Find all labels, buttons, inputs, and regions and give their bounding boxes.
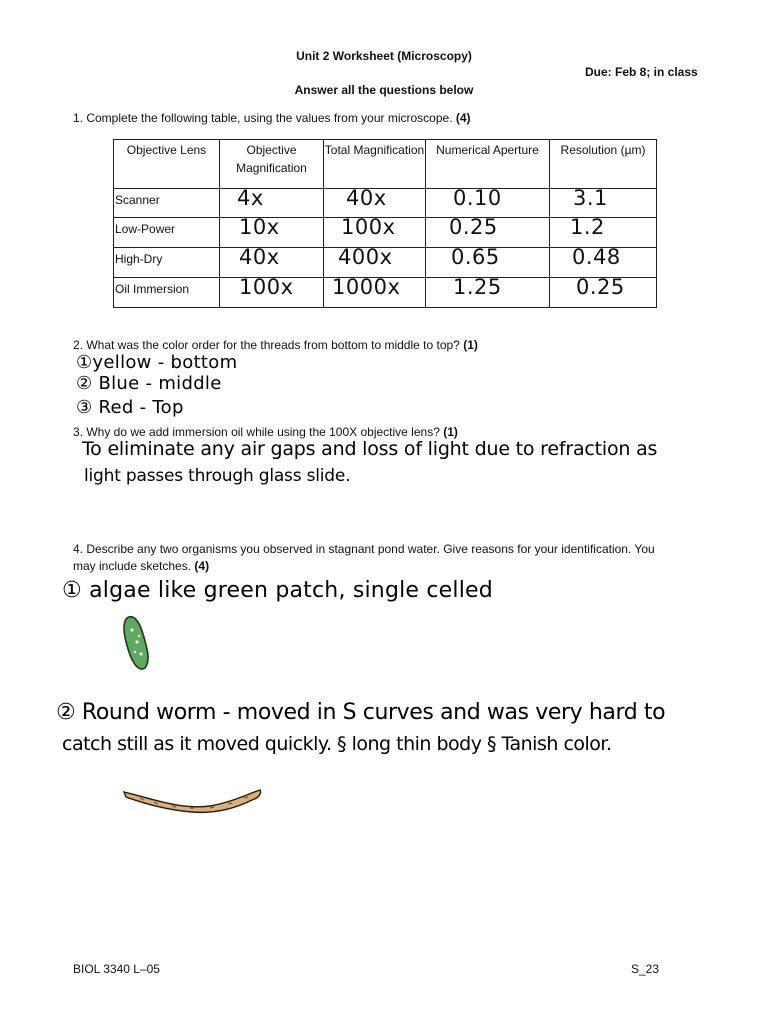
cell-obj-mag: 40x	[239, 245, 280, 269]
cell-total-mag: 1000x	[332, 275, 401, 299]
cell-na: 1.25	[453, 275, 502, 299]
table-row	[114, 278, 657, 308]
header-numerical-aperture: Numerical Aperture	[426, 140, 550, 189]
cell-obj-mag: 4x	[237, 186, 264, 210]
table-row	[114, 189, 657, 218]
roundworm-sketch	[120, 782, 266, 816]
question-1-points: (4)	[455, 111, 471, 125]
question-3-text: 3. Why do we add immersion oil while using the 100X objective lens?	[73, 425, 440, 439]
question-2	[73, 338, 478, 353]
question-4-answer-2-line-1: ② Round worm - moved in S curves and was very hard to	[56, 700, 666, 725]
cell-total-mag: 40x	[346, 186, 387, 210]
objective-table	[113, 139, 657, 308]
question-2-answer-1: ①yellow - bottom	[76, 352, 238, 373]
cell-na: 0.25	[449, 215, 498, 239]
question-1	[73, 111, 471, 126]
question-4-line-2	[73, 559, 209, 574]
cell-na: 0.10	[453, 186, 502, 210]
cell-na: 0.65	[451, 245, 500, 269]
question-4-text-line-2: may include sketches.	[73, 559, 192, 573]
algae-dot	[135, 640, 138, 643]
cell-resolution: 0.48	[572, 245, 621, 269]
question-4-answer-1: ① algae like green patch, single celled	[62, 578, 493, 603]
cell-lens: Oil Immersion	[114, 278, 220, 308]
header-total-magnification: Total Magnification	[324, 140, 426, 189]
table-row	[114, 218, 657, 248]
question-2-answer-3: ③ Red - Top	[76, 397, 184, 418]
cell-resolution: 1.2	[570, 215, 605, 239]
table-row	[114, 248, 657, 278]
question-2-answer-2: ② Blue - middle	[76, 373, 222, 394]
cell-resolution: 0.25	[576, 275, 625, 299]
cell-obj-mag: 10x	[239, 215, 280, 239]
due-date: Due: Feb 8; in class	[585, 65, 698, 79]
cell-lens: High-Dry	[114, 248, 220, 278]
header-objective-lens: Objective Lens	[114, 140, 220, 189]
question-3-answer-line-1: To eliminate any air gaps and loss of light due to refraction as	[82, 438, 658, 460]
cell-lens: Low-Power	[114, 218, 220, 248]
footer-id: S_23	[631, 962, 660, 976]
header-resolution: Resolution (µm)	[550, 140, 657, 189]
algae-dot	[139, 652, 142, 655]
question-3-answer-line-2: light passes through glass slide.	[84, 466, 351, 486]
algae-sketch	[115, 612, 159, 674]
table-header-row	[114, 140, 657, 189]
page-title: Unit 2 Worksheet (Microscopy)	[296, 49, 472, 63]
header-objective-magnification: Objective Magnification	[220, 140, 324, 189]
question-2-text: 2. What was the color order for the threads from bottom to middle to top?	[73, 338, 460, 352]
footer-course: BIOL 3340 L–05	[73, 962, 160, 976]
cell-obj-mag: 100x	[239, 275, 294, 299]
algae-dot	[130, 628, 133, 631]
question-1-text: 1. Complete the following table, using the values from your microscope.	[73, 111, 453, 125]
cell-total-mag: 100x	[341, 215, 396, 239]
cell-resolution: 3.1	[573, 186, 608, 210]
algae-dot	[134, 651, 137, 654]
question-4-answer-2-line-2: catch still as it moved quickly. § long thin body § Tanish color.	[62, 733, 612, 755]
cell-total-mag: 400x	[338, 245, 393, 269]
instruction: Answer all the questions below	[294, 83, 474, 97]
question-4-text-line-1: 4. Describe any two organisms you observed in stagnant pond water. Give reasons for your identification. You	[73, 542, 655, 556]
question-2-points: (1)	[463, 338, 478, 352]
question-4-points: (4)	[194, 559, 210, 573]
roundworm-body-outline	[124, 790, 261, 812]
cell-lens: Scanner	[114, 189, 220, 218]
question-3-points: (1)	[443, 425, 458, 439]
algae-dot	[138, 635, 141, 638]
